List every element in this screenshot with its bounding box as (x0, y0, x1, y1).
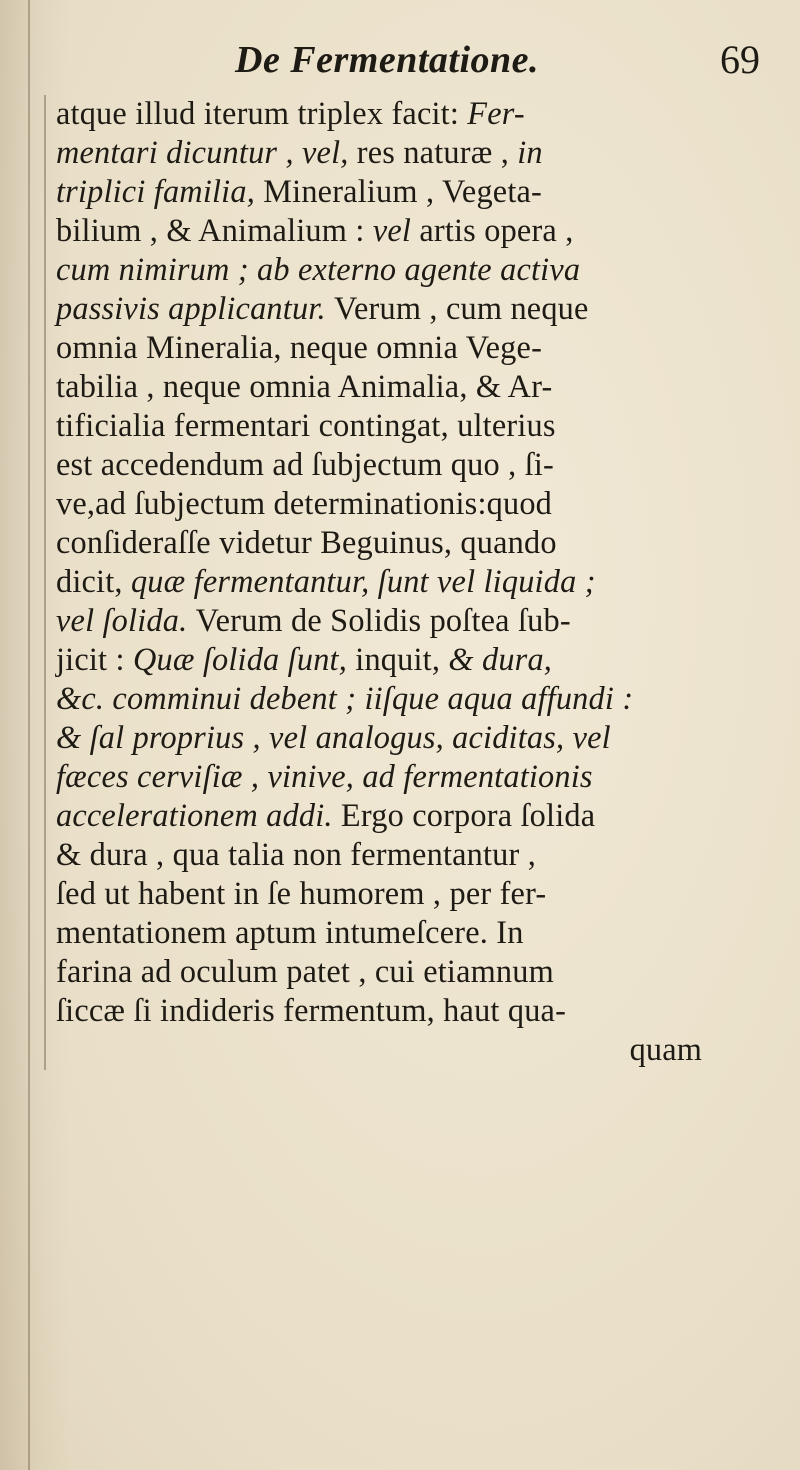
text-segment: Verum , cum neque (334, 291, 589, 327)
text-segment: jicit : (56, 642, 133, 678)
text-line (56, 641, 761, 680)
body-text (44, 95, 776, 1070)
text-segment: Verum de Solidis poſtea ſub- (195, 603, 571, 639)
text-line (56, 680, 761, 719)
text-segment: bilium , & Animalium : (56, 213, 373, 249)
text-line (56, 251, 761, 290)
text-segment: tificialia fermentari contingat, ulterius (56, 408, 556, 444)
text-segment: tabilia , neque omnia Animalia, & Ar- (56, 369, 553, 405)
italic-text-segment: passivis applicantur. (56, 291, 335, 327)
text-line (56, 836, 761, 875)
text-segment: & dura , qua talia non fermentantur , (56, 837, 537, 873)
text-line (56, 758, 761, 797)
text-line (56, 875, 761, 914)
text-line (56, 329, 761, 368)
text-line (56, 212, 761, 251)
italic-text-segment: vel (372, 213, 420, 249)
italic-text-segment: vel ſolida. (56, 603, 196, 639)
text-segment: omnia Mineralia, neque omnia Vege- (56, 330, 543, 366)
text-line (56, 602, 761, 641)
text-line (56, 953, 761, 992)
text-segment: dicit, (56, 564, 131, 600)
italic-text-segment: triplici familia, (56, 174, 264, 210)
text-segment: conſideraſſe videtur Beguinus, quando (56, 525, 557, 561)
text-line (56, 290, 761, 329)
italic-text-segment: quæ fermentantur, ſunt vel liquida ; (130, 564, 596, 600)
text-line (56, 914, 761, 953)
italic-text-segment: in (517, 135, 543, 171)
italic-text-segment: Fer- (467, 96, 525, 132)
italic-text-segment: &c. comminui debent ; iiſque aqua affundi : (56, 681, 634, 717)
italic-text-segment: & ſal proprius , vel analogus, aciditas, vel (56, 720, 611, 756)
text-segment: ve,ad ſubjectum determinationis:quod (56, 486, 553, 522)
italic-text-segment: accelerationem addi. (56, 798, 341, 834)
text-line (56, 524, 761, 563)
text-line (56, 134, 761, 173)
page-number: 69 (720, 37, 760, 82)
text-segment: ſed ut habent in ſe humorem , per fer- (56, 876, 547, 912)
page-gutter (28, 0, 30, 1470)
text-segment: farina ad oculum patet , cui etiamnum (56, 954, 554, 990)
text-segment: Ergo corpora ſolida (340, 798, 596, 834)
italic-text-segment: cum nimirum ; ab externo agente activa (56, 252, 581, 288)
text-line (56, 368, 761, 407)
text-line (56, 485, 761, 524)
text-segment: atque illud iterum triplex facit: (56, 96, 468, 132)
text-line (56, 173, 761, 212)
text-line (56, 95, 761, 134)
text-segment: artis opera , (419, 213, 574, 249)
running-head-title: De Fermentatione. (235, 39, 540, 81)
text-line (56, 1031, 761, 1070)
text-line (56, 563, 761, 602)
text-line (56, 719, 761, 758)
text-segment: quam (629, 1032, 703, 1068)
text-segment: inquit, (355, 642, 449, 678)
italic-text-segment: & dura, (448, 642, 553, 678)
running-head (60, 30, 760, 90)
text-segment: mentationem aptum intumeſcere. In (56, 915, 524, 951)
text-segment: ſiccæ ſi indideris fermentum, haut qua- (56, 993, 567, 1029)
italic-text-segment: fæces cerviſiæ , vinive, ad fermentationis (56, 759, 593, 795)
text-line (56, 797, 761, 836)
text-line (56, 446, 761, 485)
text-segment: Mineralium , Vegeta- (263, 174, 542, 210)
italic-text-segment: mentari dicuntur , vel, (56, 135, 357, 171)
text-segment: est accedendum ad ſubjectum quo , ſi- (56, 447, 554, 483)
italic-text-segment: Quæ ſolida ſunt, (132, 642, 356, 678)
text-line (56, 407, 761, 446)
text-line (56, 992, 761, 1031)
text-segment: res naturæ , (356, 135, 518, 171)
